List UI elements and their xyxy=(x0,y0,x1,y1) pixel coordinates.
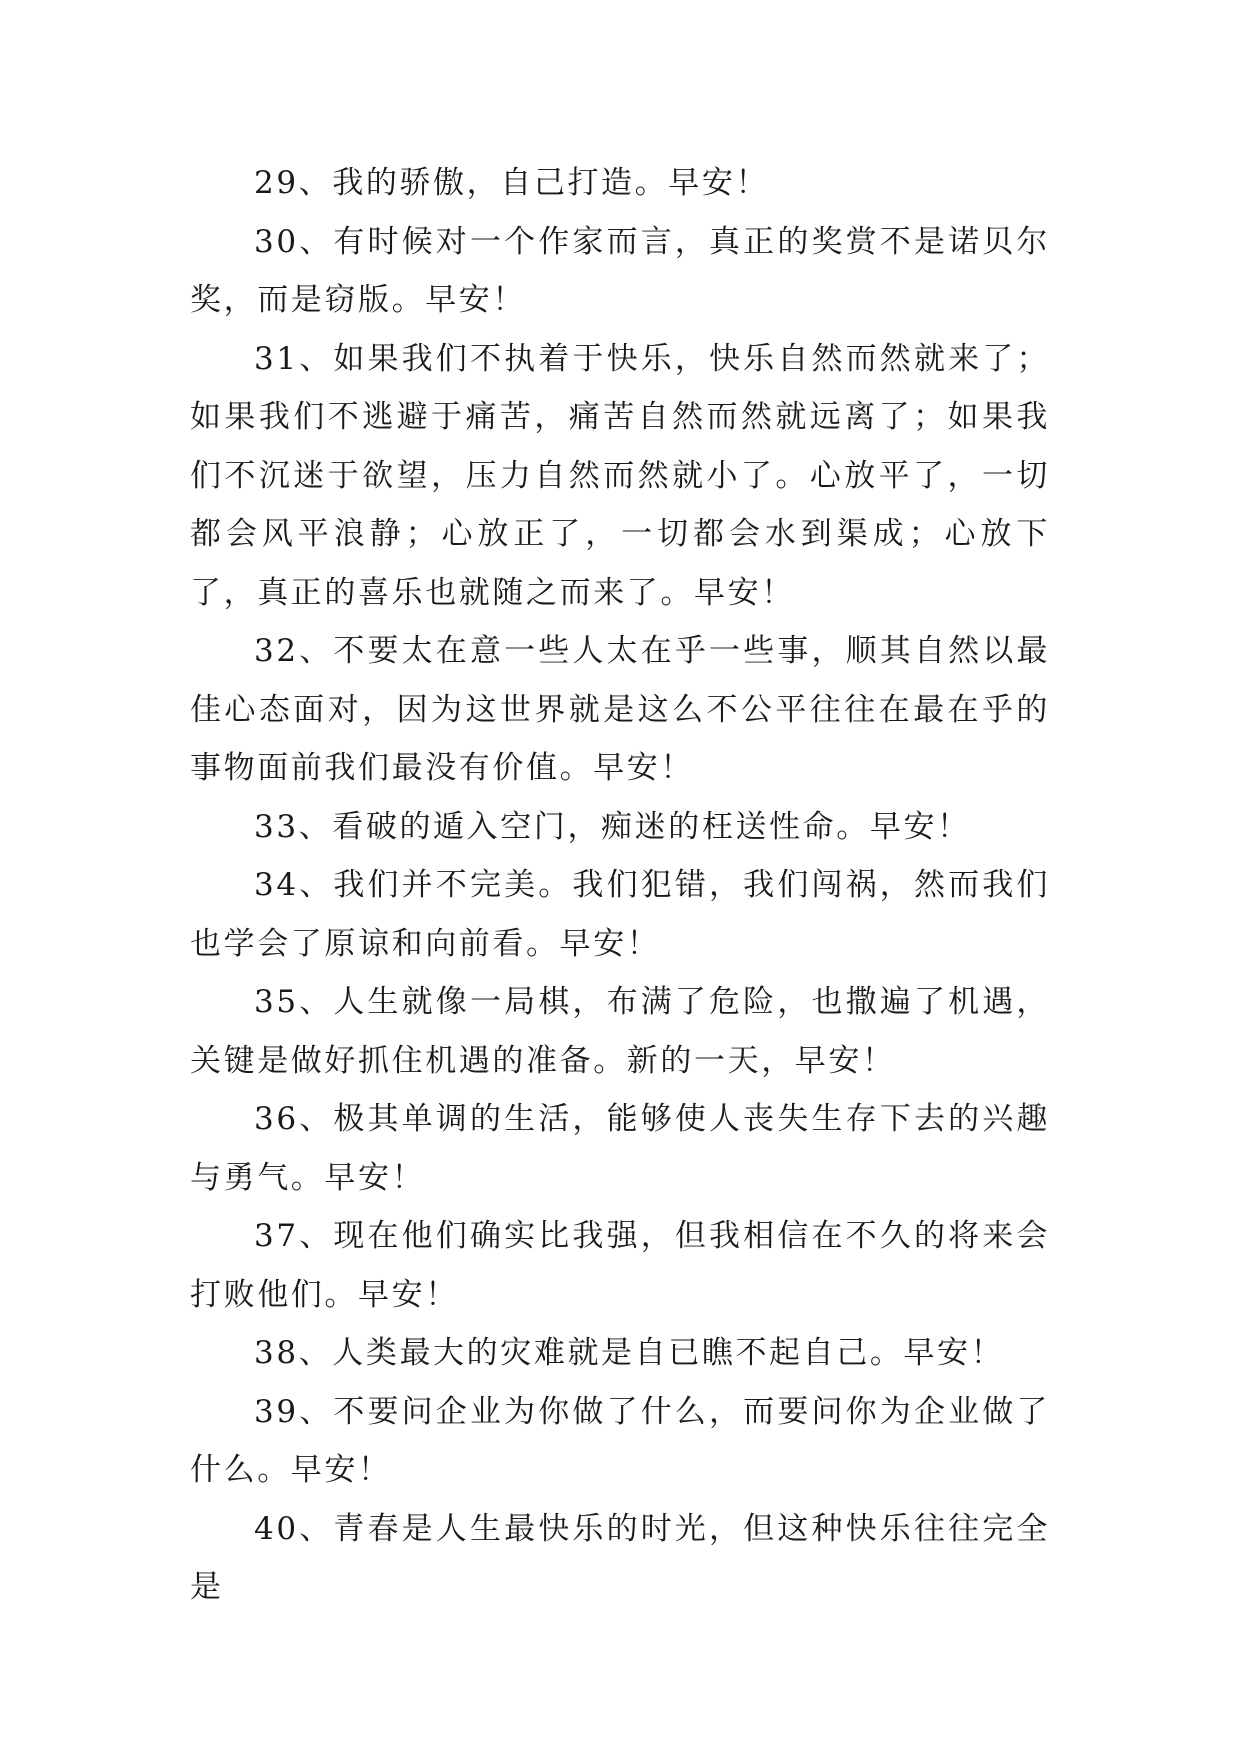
document-body xyxy=(190,154,1050,1617)
paragraph-34: 34、我们并不完美。我们犯错，我们闯祸，然而我们也学会了原谅和向前看。早安！ xyxy=(190,867,1050,962)
paragraph-37: 37、现在他们确实比我强，但我相信在不久的将来会打败他们。早安！ xyxy=(190,1218,1050,1313)
paragraph-39: 39、不要问企业为你做了什么，而要问你为企业做了什么。早安！ xyxy=(190,1393,1050,1488)
paragraph-36: 36、极其单调的生活，能够使人丧失生存下去的兴趣与勇气。早安！ xyxy=(190,1101,1050,1196)
paragraph-38: 38、人类最大的灾难就是自已瞧不起自己。早安！ xyxy=(254,1335,1005,1371)
paragraph-31: 31、如果我们不执着于快乐，快乐自然而然就来了；如果我们不逃避于痛苦，痛苦自然而然就远离了；如果我们不沉迷于欲望，压力自然而然就小了。心放平了，一切都会风平浪静；心放正了，一切都会水到渠成；心放下了，真正的喜乐也就随之而来了。早安！ xyxy=(190,340,1050,611)
paragraph-29: 29、我的骄傲，自己打造。早安！ xyxy=(254,165,770,201)
paragraph-33: 33、看破的遁入空门，痴迷的枉送性命。早安！ xyxy=(254,808,971,845)
paragraph-30: 30、有时候对一个作家而言，真正的奖赏不是诺贝尔奖，而是窃版。早安！ xyxy=(190,223,1050,318)
paragraph-35: 35、人生就像一局棋，布满了危险，也撒遍了机遇，关键是做好抓住机遇的准备。新的一天，早安！ xyxy=(190,984,1050,1079)
paragraph-40: 40、青春是人生最快乐的时光，但这种快乐往往完全是 xyxy=(190,1510,1050,1605)
paragraph-32: 32、不要太在意一些人太在乎一些事，顺其自然以最佳心态面对，因为这世界就是这么不公平往往在最在乎的事物面前我们最没有价值。早安！ xyxy=(190,633,1050,786)
